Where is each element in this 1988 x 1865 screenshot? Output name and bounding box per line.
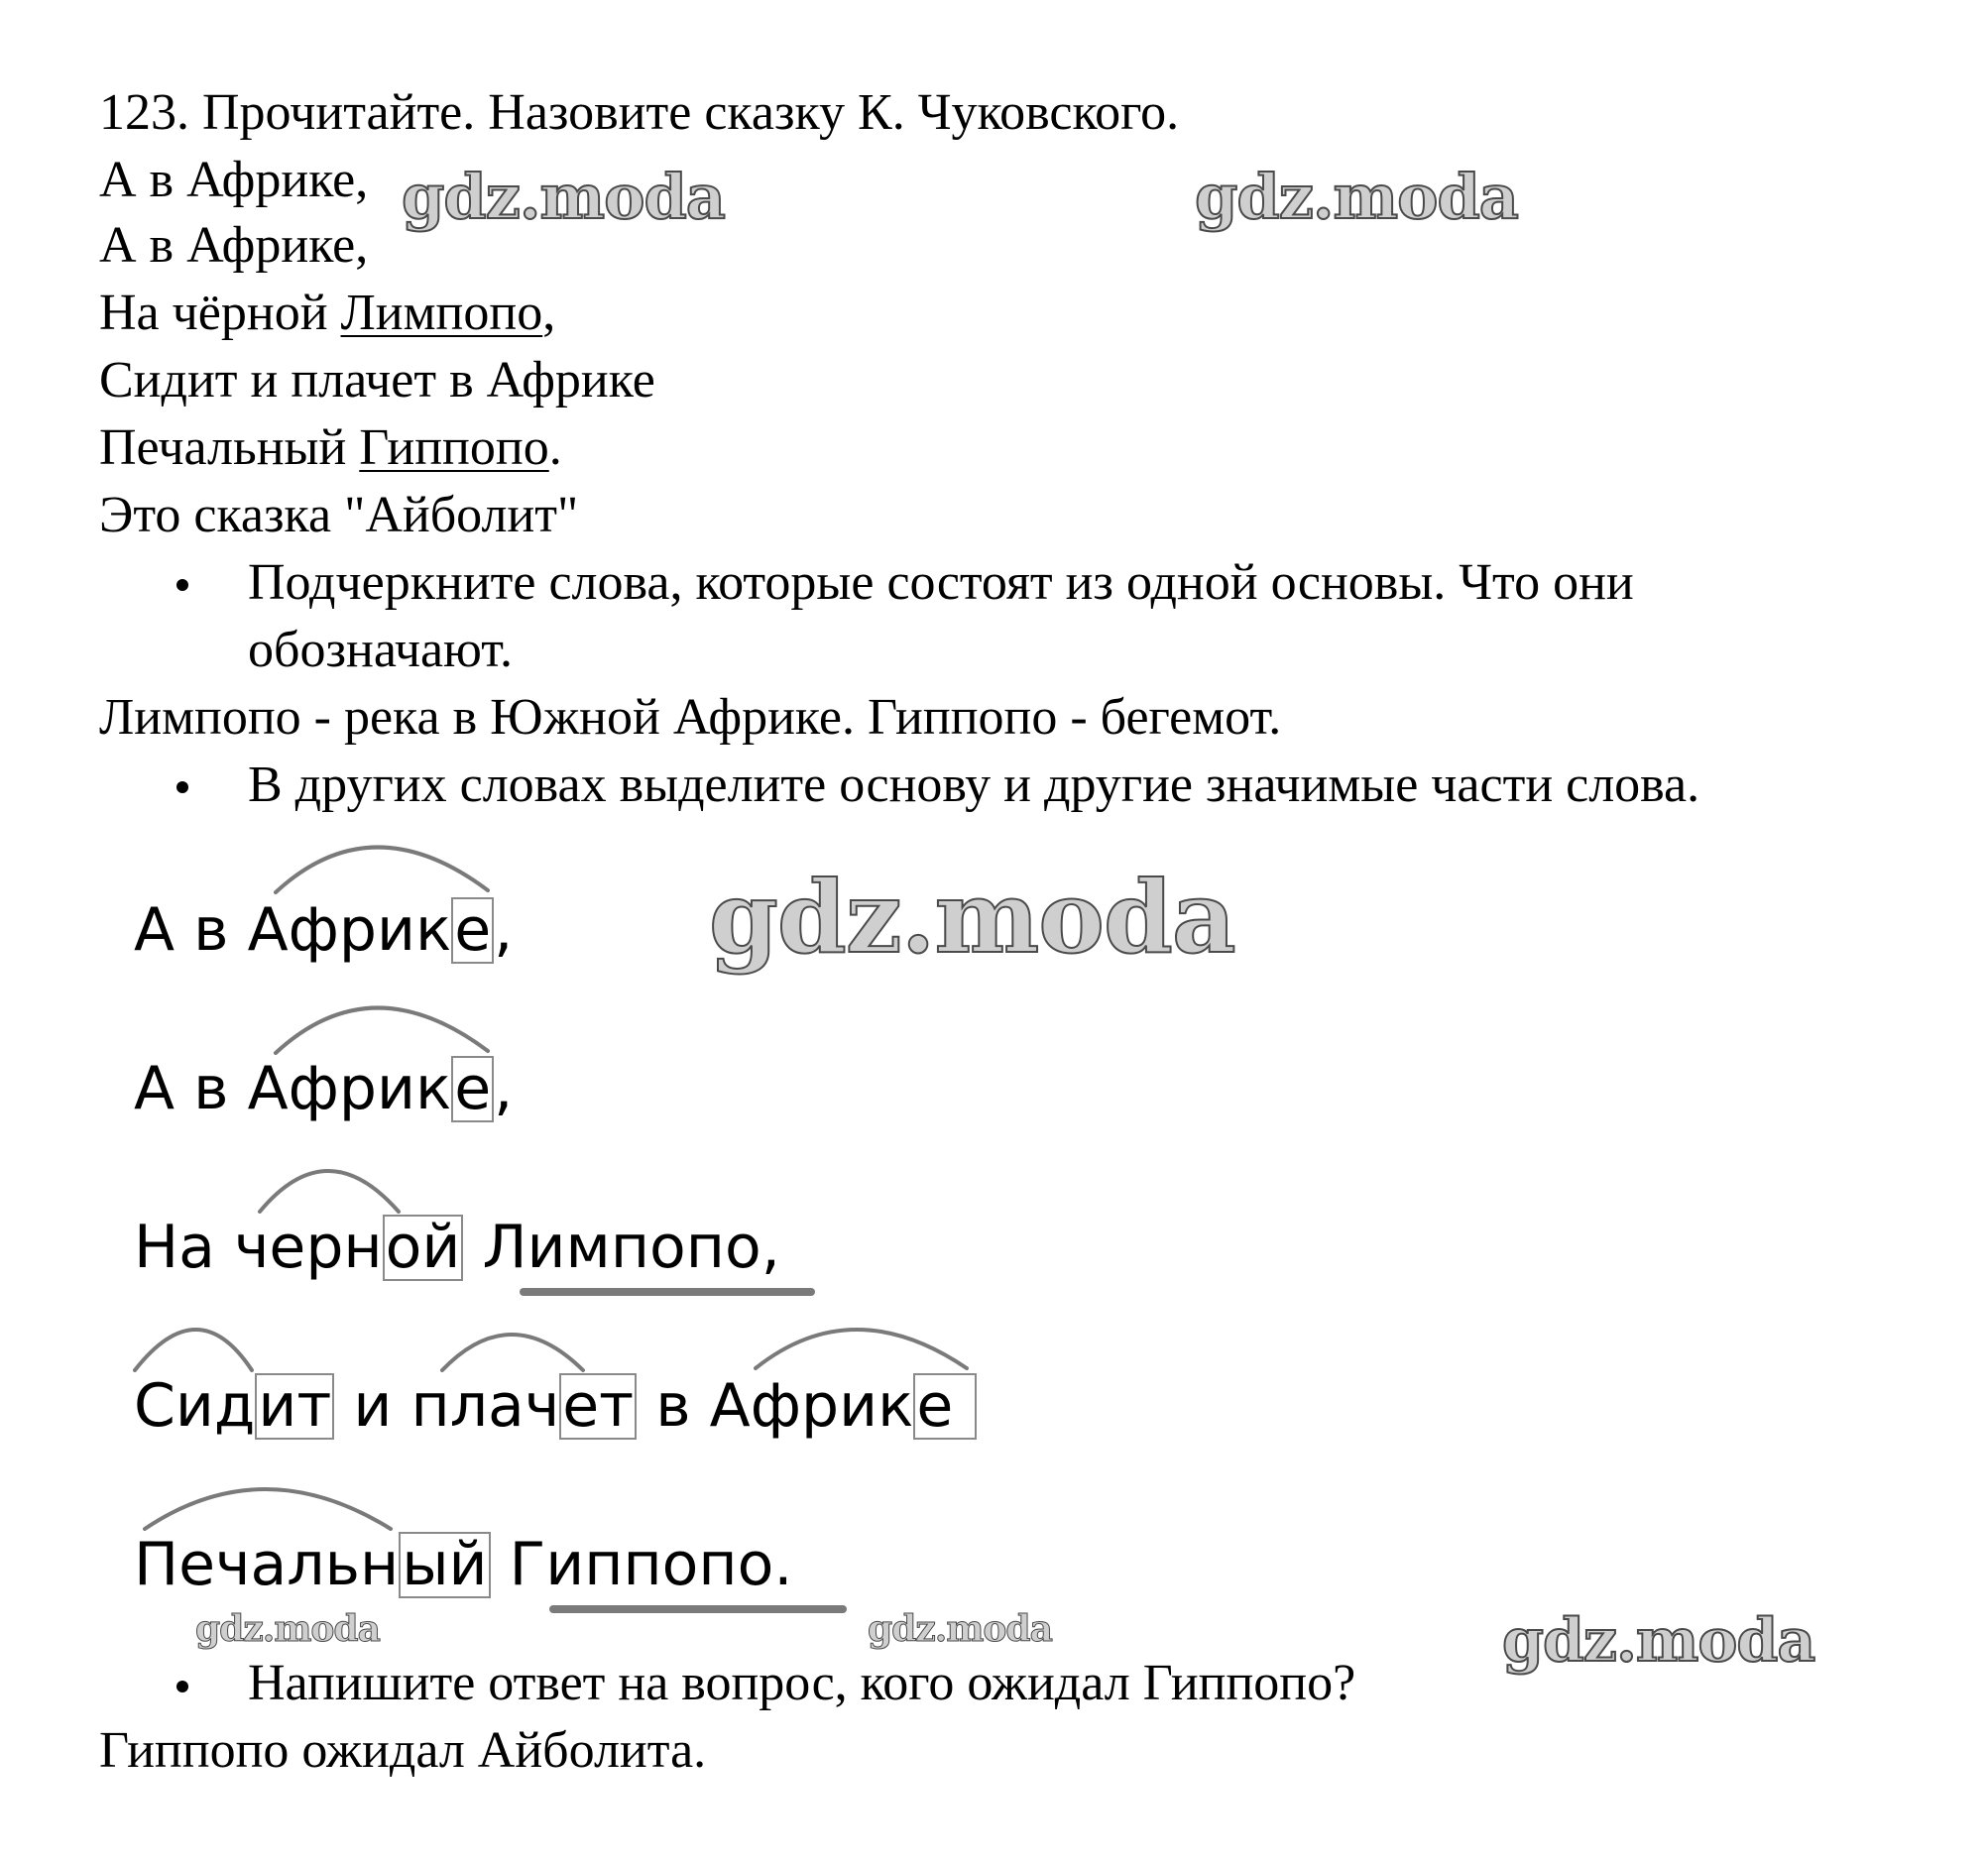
row4-stem-arc-1 [135, 1330, 252, 1370]
row4-stem-1: Сид [134, 1371, 256, 1441]
answer-tale: Это сказка "Айболит" [99, 487, 579, 543]
row3-punct: , [760, 1213, 780, 1282]
row4-stem-2: плач [410, 1371, 560, 1441]
row2-punct: , [494, 1054, 514, 1123]
row3-stem: черн [233, 1213, 383, 1282]
row1-prefix-text: А в [134, 895, 248, 965]
bullet-3 [176, 1681, 188, 1692]
row3-stem-arc [260, 1171, 399, 1212]
row5-punct: . [773, 1530, 793, 1599]
row4-stem-arc-3 [756, 1330, 967, 1368]
bullet-2-text: В других словах выделите основу и другие значимые части слова. [248, 757, 1700, 813]
poem-line-4: Сидит и плачет в Африке [99, 352, 655, 408]
row1-ending-box: е [451, 897, 494, 964]
watermark: gdz.moda [402, 161, 725, 233]
row5-stem-arc [145, 1489, 391, 1529]
row4-ending-box-3: е [913, 1373, 977, 1440]
poem-line-5-punct: . [548, 419, 562, 476]
row1-punct: , [494, 895, 514, 965]
row5-word-gippopo: Гиппопо [509, 1530, 774, 1599]
answer-1: Лимпопо - река в Южной Африке. Гиппопо - бегемот. [99, 689, 1282, 746]
underlined-word-gippopo: Гиппопо [359, 419, 549, 476]
row3-word-limpopo: Лимпопо [482, 1213, 761, 1282]
watermark: gdz.moda [709, 859, 1235, 976]
poem-line-3-punct: , [542, 285, 556, 341]
answer-3: Гиппопо ожидал Айболита. [99, 1722, 707, 1779]
bullet-1-line-1: Подчеркните слова, которые состоят из одной основы. Что они [248, 554, 1634, 611]
row3-ending-box: ой [383, 1215, 464, 1281]
row2-stem-arc [276, 1007, 488, 1053]
poem-line-2: А в Африке, [99, 217, 369, 274]
poem-line-3-text: На чёрной [99, 285, 341, 341]
poem-line-5-text: Печальный [99, 419, 360, 476]
row2-prefix-text: А в [134, 1054, 248, 1123]
watermark: gdz.moda [1195, 161, 1518, 233]
poem-line-1: А в Африке, [99, 152, 369, 208]
row2-stem: Африк [247, 1054, 452, 1123]
watermark: gdz.moda [1502, 1606, 1815, 1676]
row4-stem-3: Африк [709, 1371, 914, 1441]
row4-word-v: в [637, 1371, 710, 1441]
bullet-3-text: Напишите ответ на вопрос, кого ожидал Гиппопо? [248, 1655, 1356, 1711]
underlined-word-limpopo: Лимпопо [340, 285, 543, 341]
watermark: gdz.moda [195, 1608, 380, 1650]
row4-ending-box-2: ет [559, 1373, 637, 1440]
row4-ending-box-1: ит [255, 1373, 334, 1440]
row3-word-na: На [134, 1213, 234, 1282]
watermark: gdz.moda [868, 1608, 1052, 1650]
row1-stem: Африк [247, 895, 452, 965]
row1-stem-arc [276, 847, 488, 892]
row4-word-i: и [334, 1371, 411, 1441]
row5-ending-box: ый [399, 1532, 490, 1598]
row2-ending-box: е [451, 1056, 494, 1122]
row5-stem: Печальн [134, 1530, 400, 1599]
task-header: 123. Прочитайте. Назовите сказку К. Чуковского. [99, 84, 1180, 141]
bullet-1-line-2: обозначают. [248, 622, 514, 678]
row4-stem-arc-2 [442, 1335, 583, 1370]
